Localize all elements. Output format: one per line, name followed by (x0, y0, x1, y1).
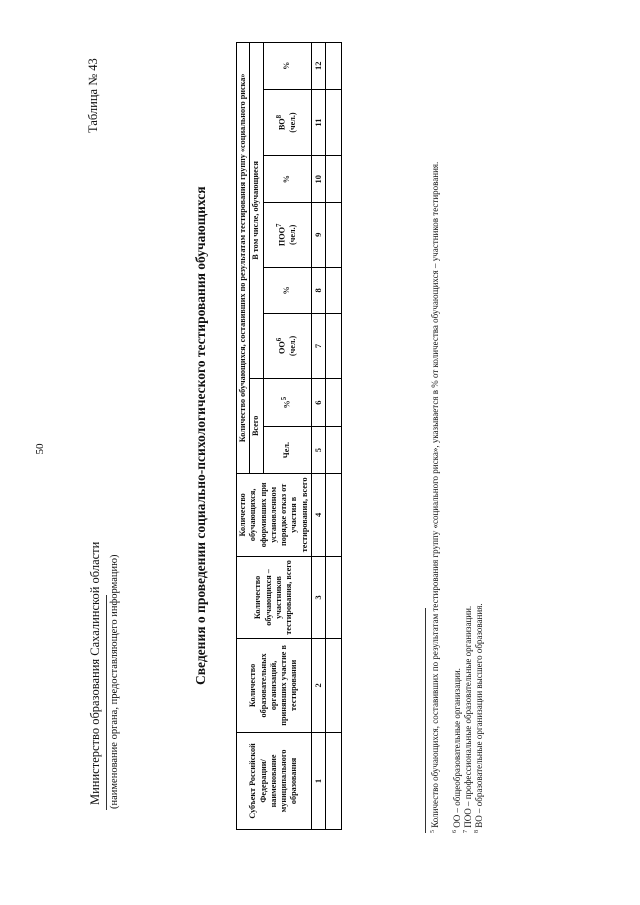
organization-name: Министерство образования Сахалинской области (88, 541, 102, 805)
header-refusals: Количество обучающихся, оформивших при установленном порядке отказ от участия в тестировании, всего (237, 473, 312, 556)
column-number-row (311, 43, 325, 830)
column-number: 4 (311, 473, 325, 556)
footnote-5: $^5$ Количество обучающихся, составивших по результатам тестирования группу «социального риска», указывается в % от количества обучающихся – участников тестирования. (430, 161, 440, 833)
table-header-row-1 (237, 43, 250, 830)
header-percent-total: %$^5$ (263, 378, 311, 427)
header-poo-percent: % (263, 156, 311, 202)
column-number: 5 (311, 427, 325, 473)
empty-cell (325, 202, 341, 267)
column-number: 1 (311, 732, 325, 829)
header-including: В том числе, обучающиеся (250, 43, 263, 379)
empty-cell (325, 89, 341, 156)
empty-cell (325, 732, 341, 829)
empty-cell (325, 638, 341, 732)
header-poo: ПОО$^7$ (чел.) (263, 202, 311, 267)
organization-caption: (наименование органа, предоставляющего информацию) (109, 554, 120, 809)
header-risk-group: Количество обучающихся, составивших по результатам тестирования группу «социального риска» (237, 43, 250, 474)
column-number: 3 (311, 556, 325, 638)
table-number: Таблица № 43 (86, 58, 100, 133)
footnote-6: $^6$ ОО – общеобразовательные организации. (452, 668, 462, 833)
empty-cell (325, 427, 341, 473)
header-vo-percent: % (263, 43, 311, 90)
header-org-count: Количество образовательных организаций, принявших участие в тестировании (237, 638, 312, 732)
header-persons: Чел. (263, 427, 311, 473)
empty-cell (325, 314, 341, 379)
header-vo: $ВО^8$ (чел.) (263, 89, 311, 156)
empty-cell (325, 556, 341, 638)
footnote-separator (425, 608, 426, 833)
empty-cell (325, 473, 341, 556)
document-title: Сведения о проведении социально-психологического тестирования обучающихся (193, 186, 208, 685)
header-subject: Субъект Российской Федерации/наименование муниципального образования (237, 732, 312, 829)
empty-cell (325, 267, 341, 313)
column-number: 8 (311, 267, 325, 313)
column-number: 12 (311, 43, 325, 90)
column-number: 9 (311, 202, 325, 267)
column-number: 10 (311, 156, 325, 202)
header-oo-percent: % (263, 267, 311, 313)
testing-table (236, 42, 342, 830)
header-total: Всего (250, 378, 263, 473)
column-number: 2 (311, 638, 325, 732)
organization-underline (106, 595, 107, 810)
header-participants: Количество обучающихся – участников тестирования, всего (237, 556, 312, 638)
empty-cell (325, 43, 341, 90)
footnote-8: $^8$ ВО – образовательные организации высшего образования. (474, 603, 484, 833)
empty-cell (325, 156, 341, 202)
empty-cell (325, 378, 341, 427)
page-number: 50 (34, 443, 46, 455)
footnote-7: $^7$ ПОО – профессиональные образовательные организации. (463, 605, 473, 833)
column-number: 7 (311, 314, 325, 379)
column-number: 6 (311, 378, 325, 427)
header-oo: $ОО^6$ (чел.) (263, 314, 311, 379)
column-number: 11 (311, 89, 325, 156)
table-empty-row (325, 43, 341, 830)
